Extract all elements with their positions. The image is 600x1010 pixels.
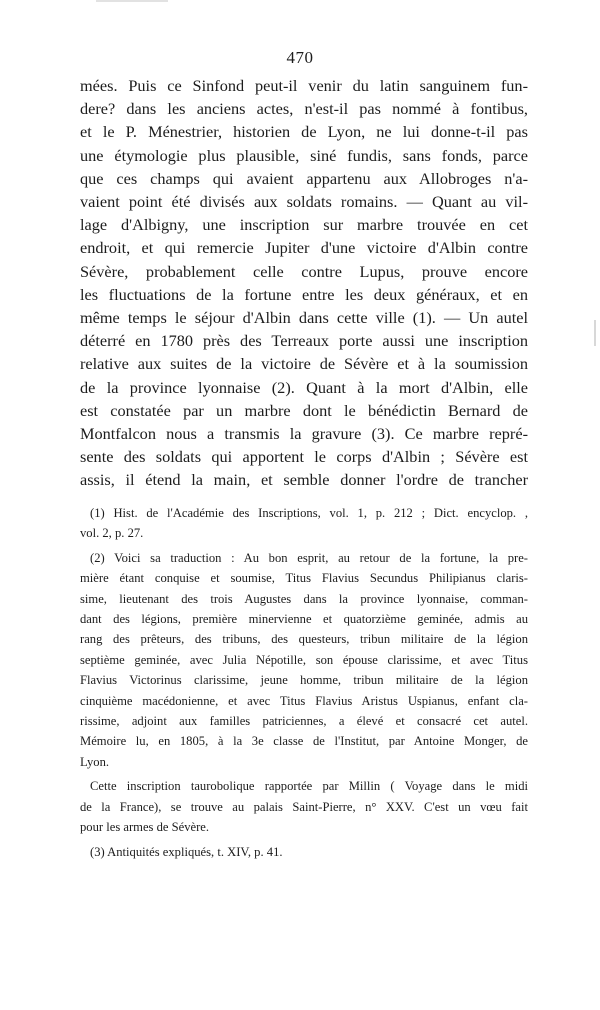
footnote-line: cinquième macédonienne, et avec Titus Flavius Aristus Uspianus, enfant cla-	[80, 693, 528, 708]
text-line: endroit, et qui remercie Jupiter d'une victoire d'Albin contre	[80, 238, 528, 258]
footnote-line: sime, lieutenant des trois Augustes dans la province lyonnaise, comman-	[80, 591, 528, 606]
text-line: dere? dans les anciens actes, n'est-il pas nommé à fontibus,	[80, 99, 528, 119]
text-line: assis, il étend la main, et semble donner l'ordre de trancher	[80, 470, 528, 490]
text-line: Montfalcon nous a transmis la gravure (3). Ce marbre repré-	[80, 424, 528, 444]
footnote-line: (3) Antiquités expliqués, t. XIV, p. 41.	[90, 844, 283, 859]
footnote-line: Cette inscription taurobolique rapportée par Millin ( Voyage dans le midi	[90, 779, 528, 794]
footnote-1	[80, 503, 528, 544]
text-line: lage d'Albigny, une inscription sur marbre trouvée en cet	[80, 215, 528, 235]
scan-smudge	[96, 0, 168, 2]
footnote-line: de la France), se trouve au palais Saint-Pierre, n° XXV. C'est un vœu fait	[80, 799, 528, 814]
main-text	[80, 74, 528, 492]
footnote-line: Lyon.	[80, 754, 110, 769]
footnote-line: pour les armes de Sévère.	[80, 820, 210, 835]
page-edge-mark	[594, 320, 596, 346]
text-line: déterré en 1780 près des Terreaux porte aussi une inscription	[80, 331, 528, 351]
text-line: vaient point été divisés aux soldats romains. — Quant au vil-	[80, 192, 528, 212]
text-line: est constatée par un marbre dont le bénédictin Bernard de	[80, 400, 528, 420]
footnote-2	[80, 548, 528, 772]
page-number: 470	[286, 48, 314, 67]
text-line: relative aux suites de la victoire de Sévère et à la soumission	[80, 354, 528, 374]
footnote-line: (1) Hist. de l'Académie des Inscriptions, vol. 1, p. 212 ; Dict. encyclop. ,	[90, 506, 528, 520]
footnote-line: (2) Voici sa traduction : Au bon esprit, au retour de la fortune, la pre-	[90, 550, 528, 565]
text-line: même temps le séjour d'Albin dans cette ville (1). — Un autel	[80, 308, 528, 328]
text-line: que ces champs qui avaient appartenu aux Allobroges n'a-	[80, 168, 528, 188]
footnote-line: Mémoire lu, en 1805, à la 3e classe de l'Institut, par Antoine Monger, de	[80, 734, 528, 749]
footnote-line: vol. 2, p. 27.	[80, 526, 144, 541]
footnote-line: rang des prêteurs, des tribuns, des questeurs, tribun militaire de la légion	[80, 632, 528, 647]
text-line: mées. Puis ce Sinfond peut-il venir du latin sanguinem fun-	[80, 76, 528, 95]
text-line: de la province lyonnaise (2). Quant à la mort d'Albin, elle	[80, 377, 528, 397]
footnote-line: Flavius Victorinus clarissime, jeune homme, tribun militaire de la légion	[80, 673, 528, 688]
footnote-line: mière étant conquise et soumise, Titus Flavius Secundus Philipianus claris-	[80, 571, 528, 586]
footnote-line: rissime, adjoint aux familles patriciennes, a élevé et consacré cet autel.	[80, 714, 528, 729]
footnote-line: septième geminée, avec Julia Népotille, son épouse clarissime, et avec Titus	[80, 652, 528, 667]
text-line: et le P. Ménestrier, historien de Lyon, ne lui donne-t-il pas	[80, 122, 528, 142]
footnote-3	[80, 842, 528, 862]
text-line: les fluctuations de la fortune entre les deux généraux, et en	[80, 284, 528, 304]
footnotes	[80, 503, 528, 862]
text-line: Sévère, probablement celle contre Lupus, prouve encore	[80, 261, 528, 281]
text-line: une étymologie plus plausible, siné fundis, sans fonds, parce	[80, 145, 528, 165]
footnote-2-continued	[80, 776, 528, 837]
text-line: sente des soldats qui apportent le corps d'Albin ; Sévère est	[80, 447, 528, 467]
footnote-line: dant des légions, première minervienne et quatorzième geminée, admis au	[80, 612, 528, 627]
